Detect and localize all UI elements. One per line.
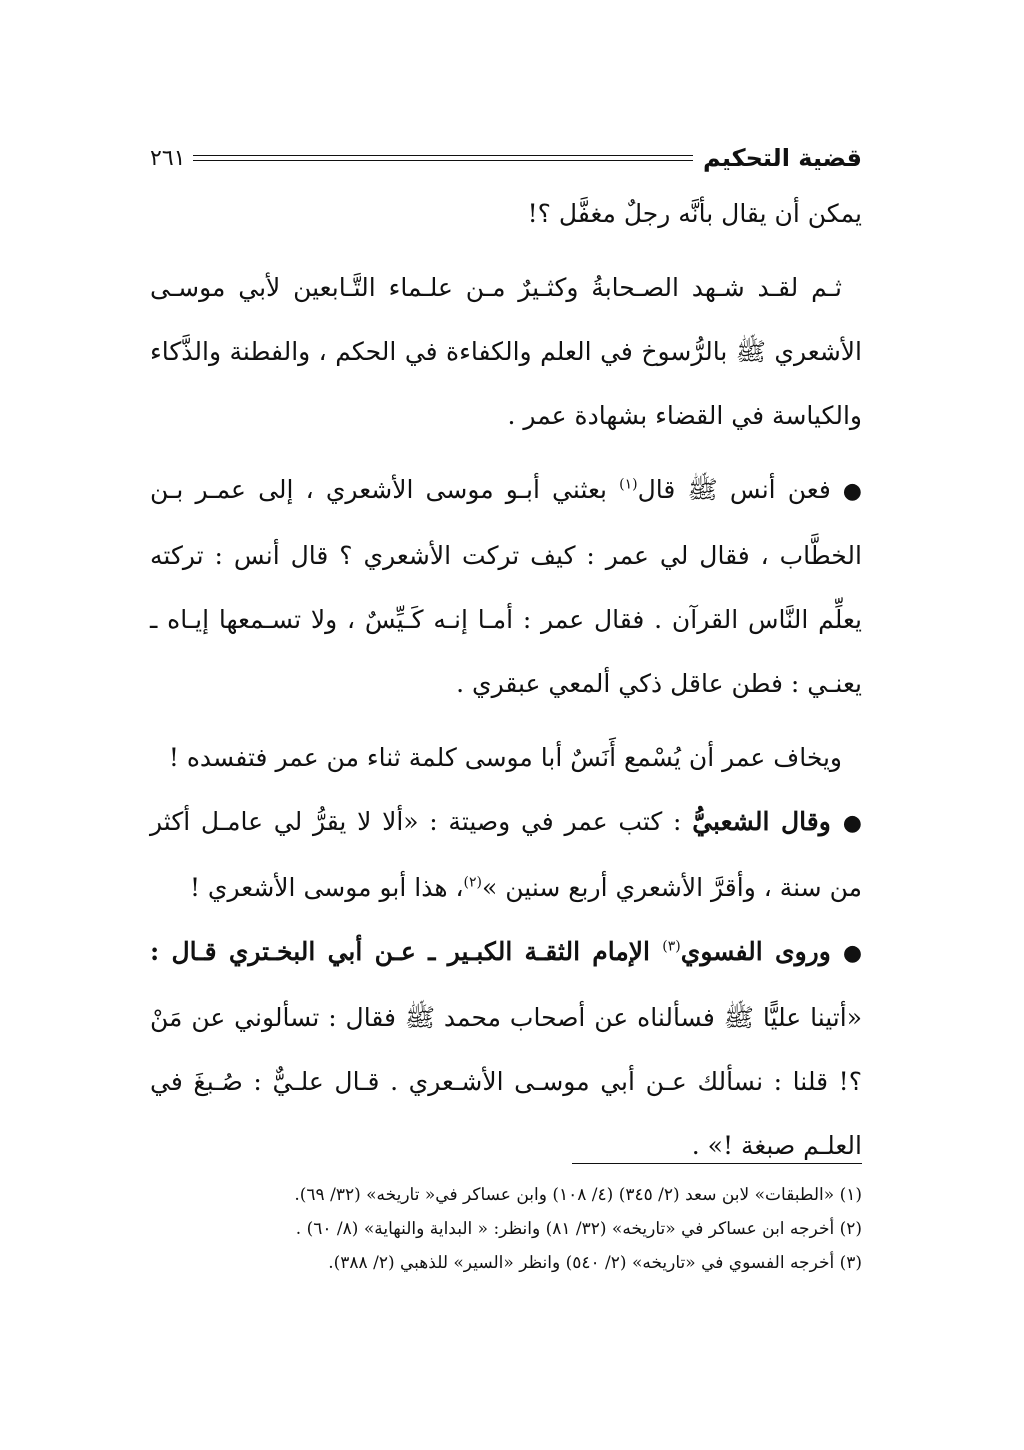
paragraph-text: «أتينا عليًّا ﷺ فسألناه عن أصحاب محمد ﷺ فقال : تسألوني عن مَنْ ؟! قلنا : نسألك عـن أبي موسـى الأشـعري . قـال علـيٌّ : صُـبغَ في العلـم صبغة !» . <box>150 1003 862 1160</box>
header-double-rule <box>193 155 693 161</box>
body-text <box>150 182 862 1178</box>
paragraph-umar <box>150 726 862 790</box>
footnote-separator <box>572 1163 862 1164</box>
footnote-2: (٢) أخرجه ابن عساكر في «تاريخه» (٣٢/ ٨١) وانظر: « البداية والنهاية» (٨/ ٦٠) . <box>295 1219 862 1239</box>
page-number: ٢٦١ <box>150 145 186 171</box>
paragraph-text: ، هذا أبو موسى الأشعري ! <box>189 873 464 902</box>
paragraph-text: يمكن أن يقال بأنَّه رجلٌ مغفَّل ؟! <box>527 199 862 228</box>
running-header <box>150 140 862 176</box>
paragraph-text: بعثني أبـو موسى الأشعري ، إلى عمـر بـن الخطَّاب ، فقال لي عمر : كيف تركت الأشعري ؟ قال أنس : تركته يعلِّم النَّاس القرآن . فقال عمر : أمـا إنـه كَـيِّسٌ ، ولا تسـمعها إيـاه ـ يعنـي : فطن عاقل ذكي ألمعي عبقري . <box>150 475 862 698</box>
footnote-ref-3[interactable]: (٣) <box>662 938 681 955</box>
paragraph-text: ثـم لقـد شـهد الصـحابةُ وكثـيرٌ مـن علـماء التَّـابعين لأبي موسـى الأشعري ﷺ بالرُّسوخ في العلم والكفاءة في الحكم ، والفطنة والذَّكاء والكياسة في القضاء بشهادة عمر . <box>150 273 862 430</box>
paragraph-text: : كتب عمر في وصيتة : «ألا لا يقرُّ لي عامـل أكثر من سنة ، وأقرَّ الأشعري أربع سنين » <box>150 807 862 902</box>
paragraph-lead: وقال الشعبيُّ <box>692 807 831 836</box>
footnote-ref-2[interactable]: (٢) <box>463 874 482 891</box>
footnote-3: (٣) أخرجه الفسوي في «تاريخه» (٢/ ٥٤٠) وانظر «السير» للذهبي (٢/ ٣٨٨). <box>328 1253 862 1273</box>
footnote-ref-1[interactable]: (١) <box>619 476 638 493</box>
paragraph-testimony <box>150 256 862 448</box>
paragraph-text: فعن أنس ﷺ قال <box>637 475 831 504</box>
paragraph-lead: الإمام الثقـة الكبـير ـ عـن أبي البخـتري قـال : <box>150 937 663 966</box>
paragraph-text: ويخاف عمر أن يُسْمع أَنَسٌ أبا موسى كلمة ثناء من عمر فتفسده ! <box>168 743 842 772</box>
paragraph-fasawi <box>150 920 862 1178</box>
book-page <box>150 0 862 1450</box>
bullet-icon: ● <box>842 811 862 836</box>
paragraph-shabi <box>150 790 862 920</box>
footnote-1: (١) «الطبقات» لابن سعد (٢/ ٣٤٥) (٤/ ١٠٨) وابن عساكر في« تاريخه» (٣٢/ ٦٩). <box>294 1185 862 1205</box>
paragraph-lead: وروى الفسوي <box>680 937 831 966</box>
paragraph-continuation <box>150 182 862 246</box>
chapter-title: قضية التحكيم <box>703 144 862 172</box>
bullet-icon: ● <box>842 941 863 966</box>
bullet-icon: ● <box>842 479 862 504</box>
footnotes <box>150 1178 862 1280</box>
paragraph-anas <box>150 458 862 716</box>
